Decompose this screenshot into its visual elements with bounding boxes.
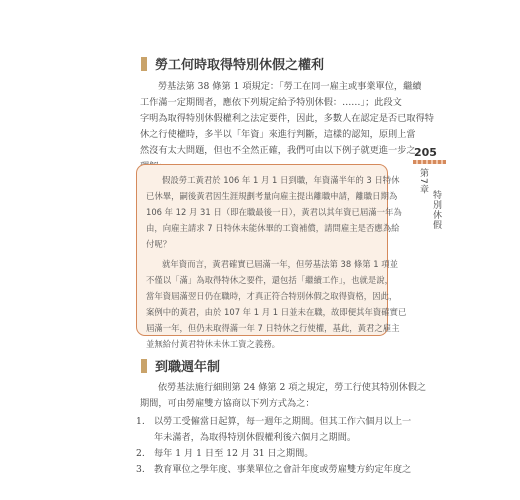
- text-line: 案例中的黃君，由於 107 年 1 月 1 日並未在職，故即便其年資確實已: [146, 307, 407, 317]
- text-line: 不僅以「滿」為取得特休之要件，還包括「繼續工作」，也就是說，: [146, 275, 394, 285]
- text-line: 由，向雇主請求 7 日特休未能休畢的工資補償，請問雇主是否應為給: [146, 223, 400, 233]
- list-item: [136, 446, 402, 462]
- text-line: 字明為取得特別休假權利之法定要件，因此，多數人在認定是否已取得特: [140, 113, 434, 124]
- page-number-bar: [413, 160, 446, 164]
- section-1-title: 勞工何時取得特別休假之權利: [155, 58, 325, 73]
- list-number: 1.: [136, 416, 145, 427]
- list-number: 2.: [136, 448, 145, 459]
- section-2-list: [136, 414, 412, 478]
- text-line: 付呢？: [146, 239, 172, 249]
- text-line: 就年資而言，黃君確實已屆滿一年，但勞基法第 38 條第 1 項並: [162, 259, 399, 269]
- list-item: [136, 414, 412, 446]
- text-line: 假設勞工黃君於 106 年 1 月 1 日到職，年資滿半年的 3 日特休: [162, 175, 400, 185]
- section-heading-2: [141, 356, 220, 375]
- text-line: 年未滿者，為取得特別休假權利後六個月之期間。: [154, 432, 357, 443]
- heading-marker-icon: [141, 57, 147, 71]
- text-line: 期間，可由勞雇雙方協商以下列方式為之：: [140, 398, 315, 409]
- text-line: 休之行使權時，多半以「年資」來進行判斷，這樣的認知，原則上當: [140, 129, 416, 140]
- text-line: 每年 1 月 1 日至 12 月 31 日之期間。: [154, 448, 314, 459]
- text-line: 已休畢，嗣後黃君因生涯規劃考量向雇主提出離職申請，離職日期為: [146, 191, 398, 201]
- text-line: 然沒有太大問題，但也不全然正確，我們可由以下例子就更進一步之: [140, 145, 416, 156]
- text-line: 教育單位之學年度、事業單位之會計年度或勞雇雙方約定年度之: [154, 464, 412, 475]
- text-line: 工作滿一定期間者，應依下列規定給予特別休假：……」；此段文: [140, 97, 402, 108]
- heading-marker-icon: [141, 359, 147, 373]
- list-number: 3.: [136, 464, 145, 475]
- section-heading-1: [141, 54, 324, 73]
- chapter-label: 第7章: [418, 168, 428, 195]
- text-line: 勞基法第 38 條第 1 項規定：「勞工在同一雇主或事業單位，繼續: [158, 81, 422, 92]
- text-line: 當年資屆滿翌日仍在職時，才真正符合特別休假之取得資格，因此，: [146, 291, 398, 301]
- text-line: 依勞基法施行細則第 24 條第 2 項之規定，勞工行使其特別休假之: [158, 382, 427, 393]
- text-line: 並無給付黃君特休未休工資之義務。: [146, 339, 280, 349]
- text-line: 屆滿一年，但仍未取得滿一年 7 日特休之行使權，基此，黃君之雇主: [146, 323, 400, 333]
- section-2-title: 到職週年制: [155, 360, 221, 375]
- example-paragraph-1: [146, 172, 402, 252]
- example-paragraph-2: [146, 256, 406, 352]
- section-2-intro: [140, 380, 427, 412]
- list-item: [136, 462, 412, 478]
- page-number: 205: [414, 146, 437, 159]
- chapter-title: 特別休假: [431, 190, 441, 230]
- text-line: 以勞工受僱當日起算，每一週年之期間。但其工作六個月以上一: [154, 416, 412, 427]
- text-line: 106 年 12 月 31 日（即在職最後一日），黃君以其年資已屆滿一年為: [146, 207, 402, 217]
